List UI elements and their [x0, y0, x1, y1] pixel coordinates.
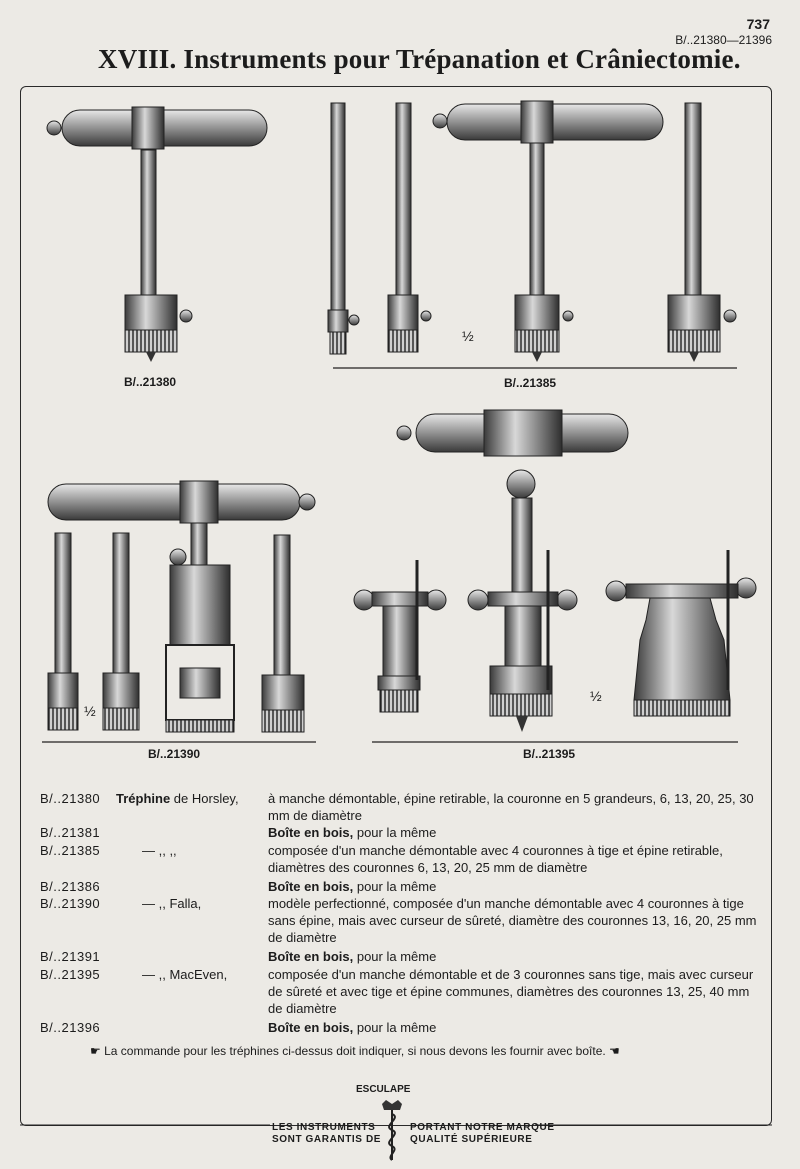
caption-21390: B/..21390 [148, 747, 201, 761]
scale-fraction: ½ [590, 688, 602, 704]
item-description-rest: pour la même [353, 825, 437, 840]
item-description-bold: Boîte en bois, [268, 1020, 354, 1035]
item-description [268, 948, 758, 965]
item-name [116, 790, 239, 807]
item-code: B/..21396 [40, 1020, 101, 1035]
caption-21395: B/..21395 [523, 747, 576, 761]
page-number: 737 [746, 16, 770, 32]
item-description: à manche démontable, épine retirable, la couronne en 5 grandeurs, 6, 13, 20, 25, 30 mm de diamètre [268, 791, 754, 823]
item-description [268, 878, 758, 895]
catalog-range: B/..21380—21396 [675, 33, 772, 47]
item-name: — ,, MacEven, [142, 967, 228, 982]
scale-fraction: ½ [84, 703, 96, 719]
figure-21385 [328, 101, 737, 368]
footer-left-line: LES INSTRUMENTS [272, 1122, 376, 1133]
item-description-bold: Boîte en bois, [268, 949, 354, 964]
figure-21380 [47, 107, 267, 362]
item-name: — ,, ,, [142, 843, 177, 858]
figure-21395 [354, 410, 756, 742]
item-description: composée d'un manche démontable et de 3 couronnes sans tige, mais avec curseur de sûreté et avec tige et épine communes, diamètres des couronnes 13, 25, 40 mm de diamètre [268, 967, 754, 1016]
item-code: B/..21385 [40, 843, 101, 858]
catalog-entry [40, 790, 760, 824]
brand-mark-text: ESCULAPE [356, 1084, 411, 1095]
caption-21380: B/..21380 [124, 375, 177, 389]
footer-right-line: PORTANT NOTRE MARQUE [410, 1122, 555, 1133]
pointing-hand-icon: ☚ [605, 1044, 620, 1058]
item-description [268, 824, 758, 841]
item-description: modèle perfectionné, composée d'un manche démontable avec 4 couronnes à tige sans épine, mais avec curseur de sûreté, diamètre des couronnes 13, 16, 20, 25 mm de diamètre [268, 896, 757, 945]
item-code: B/..21386 [40, 879, 101, 894]
order-note [90, 1044, 710, 1058]
order-note-text: La commande pour les tréphines ci-dessus doit indiquer, si nous devons les fournir avec boîte. [104, 1044, 606, 1058]
item-name-bold: Tréphine [116, 791, 171, 806]
item-code: B/..21390 [40, 896, 101, 911]
pointing-hand-icon: ☛ [90, 1044, 105, 1058]
footer-guarantee-left [272, 1122, 381, 1146]
item-name: — ,, Falla, [142, 896, 202, 911]
footer-guarantee-right [410, 1122, 555, 1146]
item-description-bold: Boîte en bois, [268, 825, 354, 840]
item-description [268, 1019, 758, 1036]
item-code: B/..21395 [40, 967, 101, 982]
item-description-rest: pour la même [353, 879, 437, 894]
scale-fraction: ½ [462, 328, 474, 344]
footer-right-line: QUALITÉ SUPÉRIEURE [410, 1134, 533, 1145]
footer-left-line: SONT GARANTIS DE [272, 1134, 382, 1145]
caption-21385: B/..21385 [504, 376, 557, 390]
item-name-rest: de Horsley, [170, 791, 239, 806]
page-title: XVIII. Instruments pour Trépanation et Crâniectomie. [98, 44, 741, 74]
item-code: B/..21381 [40, 825, 101, 840]
item-description-bold: Boîte en bois, [268, 879, 354, 894]
item-code: B/..21391 [40, 949, 101, 964]
item-description-rest: pour la même [353, 949, 437, 964]
item-description: composée d'un manche démontable avec 4 couronnes à tige et épine retirable, diamètres des couronnes 6, 13, 20, 25 mm de diamètre [268, 843, 723, 875]
item-description-rest: pour la même [353, 1020, 437, 1035]
item-code: B/..21380 [40, 791, 101, 806]
